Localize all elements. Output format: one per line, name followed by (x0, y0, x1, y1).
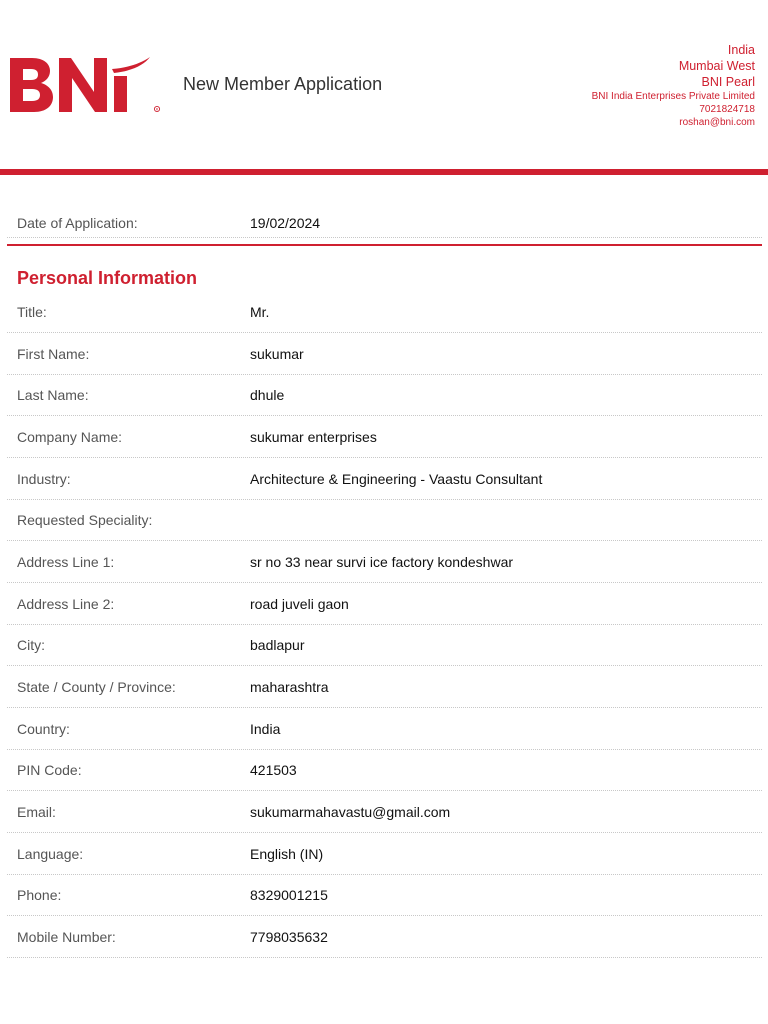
field-label: State / County / Province: (17, 679, 176, 695)
field-label: Language: (17, 846, 84, 862)
section-title: Personal Information (17, 268, 198, 288)
field-row-language (7, 833, 762, 875)
field-value: sukumar enterprises (250, 429, 377, 445)
field-value: India (250, 721, 281, 737)
field-label: Country: (17, 721, 70, 737)
field-row-title (7, 291, 762, 333)
field-label: Address Line 2: (17, 596, 115, 612)
field-value: 19/02/2024 (250, 215, 321, 231)
field-label: Email: (17, 804, 56, 820)
org-company: BNI India Enterprises Private Limited (591, 91, 755, 102)
field-row-company-name (7, 416, 762, 458)
document-header (0, 0, 768, 170)
field-label: First Name: (17, 346, 90, 362)
org-country: India (727, 43, 755, 57)
field-row-pin-code (7, 749, 762, 791)
field-value: road juveli gaon (250, 596, 349, 612)
field-label: Phone: (17, 887, 62, 903)
field-value: sukumar (250, 346, 304, 362)
field-value: 421503 (250, 762, 297, 778)
org-chapter: BNI Pearl (701, 75, 755, 89)
field-value: badlapur (250, 637, 305, 653)
header-divider (0, 169, 768, 175)
field-value: 7798035632 (250, 929, 328, 945)
field-label: Industry: (17, 471, 71, 487)
field-row-state (7, 666, 762, 708)
field-row-last-name (7, 374, 762, 416)
section-divider (7, 244, 762, 246)
field-label: Address Line 1: (17, 554, 115, 570)
field-value: Architecture & Engineering - Vaastu Consultant (250, 471, 543, 487)
field-row-mobile-number (7, 916, 762, 958)
field-row-email (7, 791, 762, 833)
org-phone: 7021824718 (699, 104, 755, 115)
field-row-city (7, 624, 762, 666)
field-label: City: (17, 637, 45, 653)
date-of-application-row (7, 202, 762, 238)
document-title: New Member Application (183, 74, 383, 94)
chapter-info (592, 42, 755, 129)
field-row-first-name (7, 333, 762, 375)
field-row-phone (7, 874, 762, 916)
field-value: dhule (250, 387, 285, 403)
field-label: Title: (17, 304, 47, 320)
field-value: 8329001215 (250, 887, 328, 903)
field-row-requested-speciality (7, 499, 762, 541)
field-value: sr no 33 near survi ice factory kondeshwar (250, 554, 514, 570)
field-value: English (IN) (250, 846, 324, 862)
field-value: sukumarmahavastu@gmail.com (250, 804, 451, 820)
field-row-industry (7, 458, 762, 500)
field-row-address-line-2 (7, 583, 762, 625)
field-label: PIN Code: (17, 762, 82, 778)
field-label: Company Name: (17, 429, 123, 445)
field-value: Mr. (250, 304, 270, 320)
bni-logo (8, 56, 162, 114)
org-region: Mumbai West (678, 59, 755, 73)
field-label: Mobile Number: (17, 929, 116, 945)
field-row-country (7, 708, 762, 750)
field-row-address-line-1 (7, 541, 762, 583)
field-label: Requested Speciality: (17, 512, 153, 528)
svg-text:R: R (155, 107, 159, 112)
field-value: maharashtra (250, 679, 329, 695)
org-email: roshan@bni.com (679, 117, 755, 128)
field-label: Date of Application: (17, 215, 138, 231)
field-label: Last Name: (17, 387, 89, 403)
